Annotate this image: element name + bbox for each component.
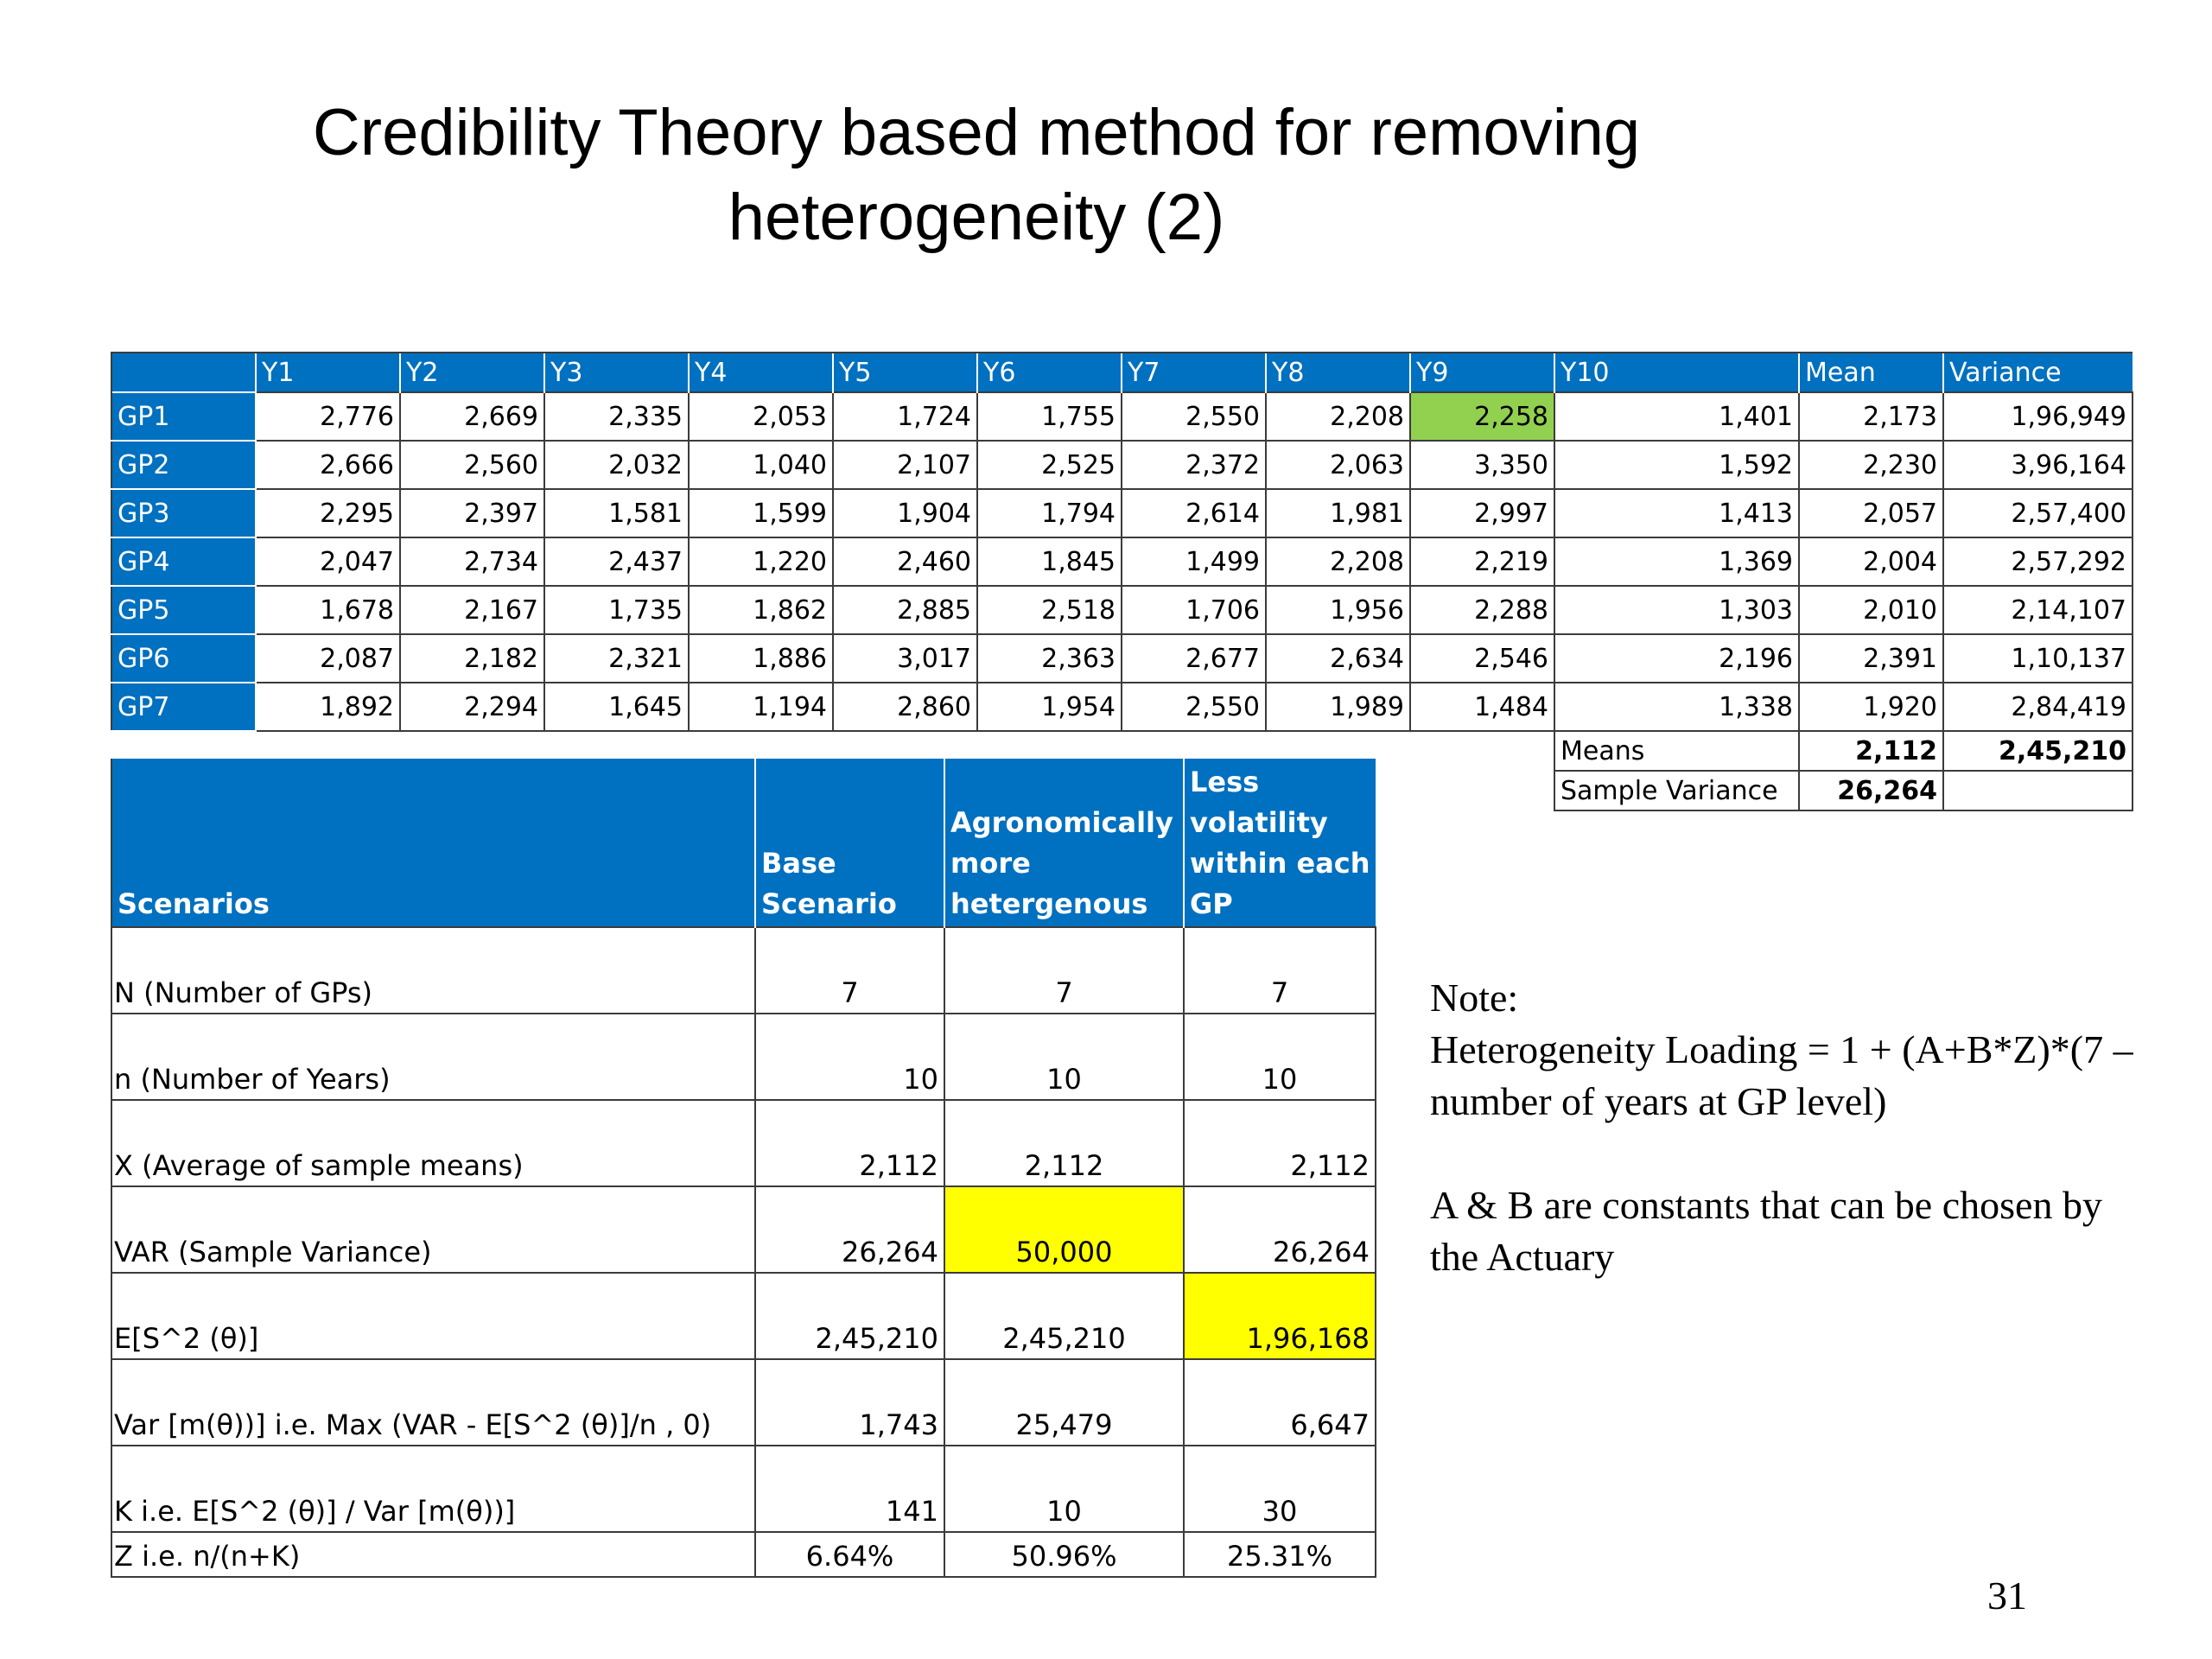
table-row-gp1: [111, 392, 2133, 441]
table-cell: 2,84,419: [1943, 683, 2133, 731]
table-cell: 2,004: [1799, 537, 1943, 586]
table-cell: 2,182: [400, 634, 544, 683]
highlighted-cell: 2,258: [1410, 392, 1554, 441]
table-cell: 1,338: [1554, 683, 1799, 731]
header-cell-agronomically-heterogenous: Agronomically more hetergenous: [944, 759, 1184, 927]
scenario-row-n-years: [111, 1014, 1376, 1100]
table-cell: 2,885: [833, 586, 977, 634]
table-cell: 2,460: [833, 537, 977, 586]
table-cell: 2,063: [1266, 441, 1410, 489]
table-cell: 141: [755, 1446, 944, 1532]
scenario-label: VAR (Sample Variance): [111, 1186, 755, 1273]
table-cell: 50.96%: [944, 1532, 1184, 1577]
table-cell: 2,734: [400, 537, 544, 586]
note-constants: A & B are constants that can be chosen by the Actuary: [1430, 1183, 2102, 1279]
scenario-label: E[S^2 (θ)]: [111, 1273, 755, 1359]
note-box: [1430, 972, 2156, 1283]
table-cell: 2,14,107: [1943, 586, 2133, 634]
table-cell: 2,032: [544, 441, 689, 489]
slide-title-line-1: Credibility Theory based method for removing: [312, 96, 1641, 169]
header-cell-base-scenario: Base Scenario: [755, 759, 944, 927]
table-row-gp5: [111, 586, 2133, 634]
note-heading: Note:: [1430, 976, 1519, 1020]
header-cell-y2: Y2: [400, 353, 544, 392]
scenario-label: Z i.e. n/(n+K): [111, 1532, 755, 1577]
header-cell-variance: Variance: [1943, 353, 2133, 392]
table-cell: 25,479: [944, 1359, 1184, 1446]
table-cell: 1,369: [1554, 537, 1799, 586]
table-cell: 26,264: [755, 1186, 944, 1273]
highlighted-cell: 50,000: [944, 1186, 1184, 1273]
table-cell: 2,363: [977, 634, 1122, 683]
row-label: GP7: [111, 683, 256, 731]
table-cell: 30: [1184, 1446, 1376, 1532]
table-cell: 2,321: [544, 634, 689, 683]
table-cell: 1,735: [544, 586, 689, 634]
table-cell: 7: [944, 927, 1184, 1014]
table-cell: 2,112: [944, 1100, 1184, 1186]
table-cell: 2,669: [400, 392, 544, 441]
scenario-label: n (Number of Years): [111, 1014, 755, 1100]
table-cell: 2,550: [1122, 392, 1266, 441]
table-cell: 1,303: [1554, 586, 1799, 634]
table-cell: 1,10,137: [1943, 634, 2133, 683]
table-row-gp2: [111, 441, 2133, 489]
table-row-gp6: [111, 634, 2133, 683]
table-cell: 2,112: [1184, 1100, 1376, 1186]
header-cell-y6: Y6: [977, 353, 1122, 392]
gp-yield-data-table: [111, 352, 2133, 811]
table-cell: 2,230: [1799, 441, 1943, 489]
row-label: GP3: [111, 489, 256, 537]
scenario-row-average-means: [111, 1100, 1376, 1186]
header-cell-scenarios: Scenarios: [111, 759, 755, 927]
table-cell: 2,634: [1266, 634, 1410, 683]
table-cell: 10: [1184, 1014, 1376, 1100]
scenario-row-z: [111, 1532, 1376, 1577]
summary-variance: [1943, 771, 2133, 810]
table-cell: 2,167: [400, 586, 544, 634]
table-cell: 3,017: [833, 634, 977, 683]
scenario-row-n-gps: [111, 927, 1376, 1014]
header-cell-less-volatility: Less volatility within each GP: [1184, 759, 1376, 927]
table-cell: 2,776: [256, 392, 400, 441]
table-row-gp4: [111, 537, 2133, 586]
table-cell: 2,208: [1266, 392, 1410, 441]
table-cell: 1,040: [689, 441, 833, 489]
table-cell: 1,920: [1799, 683, 1943, 731]
slide-title-line-2: heterogeneity (2): [728, 181, 1225, 254]
table-cell: 2,053: [689, 392, 833, 441]
table-cell: 2,288: [1410, 586, 1554, 634]
summary-mean: 2,112: [1799, 731, 1943, 771]
table-cell: 10: [755, 1014, 944, 1100]
scenario-row-var-m-theta: [111, 1359, 1376, 1446]
scenarios-header-row: [111, 759, 1376, 927]
table-cell: 2,107: [833, 441, 977, 489]
row-label: GP2: [111, 441, 256, 489]
table-cell: 7: [1184, 927, 1376, 1014]
table-cell: 1,706: [1122, 586, 1266, 634]
table-cell: 1,743: [755, 1359, 944, 1446]
table-cell: 2,997: [1410, 489, 1554, 537]
table-cell: 1,862: [689, 586, 833, 634]
table-cell: 1,886: [689, 634, 833, 683]
table-cell: 1,499: [1122, 537, 1266, 586]
row-label: GP5: [111, 586, 256, 634]
table-cell: 2,087: [256, 634, 400, 683]
table-cell: 1,678: [256, 586, 400, 634]
table-cell: 2,518: [977, 586, 1122, 634]
table-cell: 1,645: [544, 683, 689, 731]
table-cell: 3,350: [1410, 441, 1554, 489]
table-cell: 2,112: [755, 1100, 944, 1186]
table-cell: 2,550: [1122, 683, 1266, 731]
summary-variance: 2,45,210: [1943, 731, 2133, 771]
header-cell-y9: Y9: [1410, 353, 1554, 392]
table-cell: 2,57,292: [1943, 537, 2133, 586]
table-cell: 1,989: [1266, 683, 1410, 731]
header-cell-y1: Y1: [256, 353, 400, 392]
table-cell: 2,173: [1799, 392, 1943, 441]
scenario-row-expected-s2: [111, 1273, 1376, 1359]
table-cell: 2,219: [1410, 537, 1554, 586]
summary-label: Sample Variance: [1554, 771, 1799, 810]
table-cell: 2,335: [544, 392, 689, 441]
header-cell-mean: Mean: [1799, 353, 1943, 392]
table-cell: 2,614: [1122, 489, 1266, 537]
table-cell: 10: [944, 1446, 1184, 1532]
scenario-row-sample-variance: [111, 1186, 1376, 1273]
table-cell: 2,560: [400, 441, 544, 489]
table-cell: 2,397: [400, 489, 544, 537]
table-cell: 7: [755, 927, 944, 1014]
table-cell: 2,196: [1554, 634, 1799, 683]
scenario-label: N (Number of GPs): [111, 927, 755, 1014]
scenario-row-k: [111, 1446, 1376, 1532]
header-cell-y3: Y3: [544, 353, 689, 392]
table-cell: 10: [944, 1014, 1184, 1100]
table-cell: 25.31%: [1184, 1532, 1376, 1577]
table-cell: 6.64%: [755, 1532, 944, 1577]
table-cell: 1,599: [689, 489, 833, 537]
table-cell: 6,647: [1184, 1359, 1376, 1446]
table-cell: 1,956: [1266, 586, 1410, 634]
summary-mean: 26,264: [1799, 771, 1943, 810]
table-cell: 26,264: [1184, 1186, 1376, 1273]
row-label: GP4: [111, 537, 256, 586]
header-cell-y8: Y8: [1266, 353, 1410, 392]
table-cell: 2,208: [1266, 537, 1410, 586]
table-cell: 1,581: [544, 489, 689, 537]
table-cell: 2,437: [544, 537, 689, 586]
table-row-gp7: [111, 683, 2133, 731]
table-cell: 1,413: [1554, 489, 1799, 537]
table-cell: 2,057: [1799, 489, 1943, 537]
table-cell: 2,45,210: [944, 1273, 1184, 1359]
page-number: 31: [1987, 1573, 2027, 1618]
table-cell: 1,592: [1554, 441, 1799, 489]
table-cell: 2,45,210: [755, 1273, 944, 1359]
table-cell: 2,57,400: [1943, 489, 2133, 537]
table-cell: 2,391: [1799, 634, 1943, 683]
table-row-gp3: [111, 489, 2133, 537]
note-heterogeneity-loading: Heterogeneity Loading = 1 + (A+B*Z)*(7 – number of years at GP level): [1430, 1027, 2133, 1123]
table-cell: 1,194: [689, 683, 833, 731]
table-cell: 1,892: [256, 683, 400, 731]
table-cell: 2,666: [256, 441, 400, 489]
data-table-header-row: [111, 353, 2133, 392]
table-cell: 2,677: [1122, 634, 1266, 683]
header-cell-corner: [111, 353, 256, 392]
table-cell: 1,96,949: [1943, 392, 2133, 441]
slide-title: [112, 91, 1840, 260]
table-cell: 2,372: [1122, 441, 1266, 489]
highlighted-cell: 1,96,168: [1184, 1273, 1376, 1359]
table-cell: 2,546: [1410, 634, 1554, 683]
table-cell: 1,794: [977, 489, 1122, 537]
scenarios-table: [111, 759, 1376, 1578]
summary-label: Means: [1554, 731, 1799, 771]
row-label: GP1: [111, 392, 256, 441]
table-cell: 1,755: [977, 392, 1122, 441]
scenario-label: Var [m(θ))] i.e. Max (VAR - E[S^2 (θ)]/n , 0): [111, 1359, 755, 1446]
table-cell: 1,954: [977, 683, 1122, 731]
scenario-label: X (Average of sample means): [111, 1100, 755, 1186]
table-cell: 1,220: [689, 537, 833, 586]
header-cell-y5: Y5: [833, 353, 977, 392]
table-cell: 2,525: [977, 441, 1122, 489]
table-cell: 1,981: [1266, 489, 1410, 537]
table-cell: 2,295: [256, 489, 400, 537]
table-cell: 2,047: [256, 537, 400, 586]
table-cell: 1,724: [833, 392, 977, 441]
table-cell: 3,96,164: [1943, 441, 2133, 489]
table-cell: 1,401: [1554, 392, 1799, 441]
header-cell-y4: Y4: [689, 353, 833, 392]
scenario-label: K i.e. E[S^2 (θ)] / Var [m(θ))]: [111, 1446, 755, 1532]
row-label: GP6: [111, 634, 256, 683]
table-cell: 2,294: [400, 683, 544, 731]
header-cell-y10: Y10: [1554, 353, 1799, 392]
header-cell-y7: Y7: [1122, 353, 1266, 392]
table-cell: 1,904: [833, 489, 977, 537]
table-cell: 2,860: [833, 683, 977, 731]
table-cell: 2,010: [1799, 586, 1943, 634]
table-cell: 1,845: [977, 537, 1122, 586]
table-cell: 1,484: [1410, 683, 1554, 731]
